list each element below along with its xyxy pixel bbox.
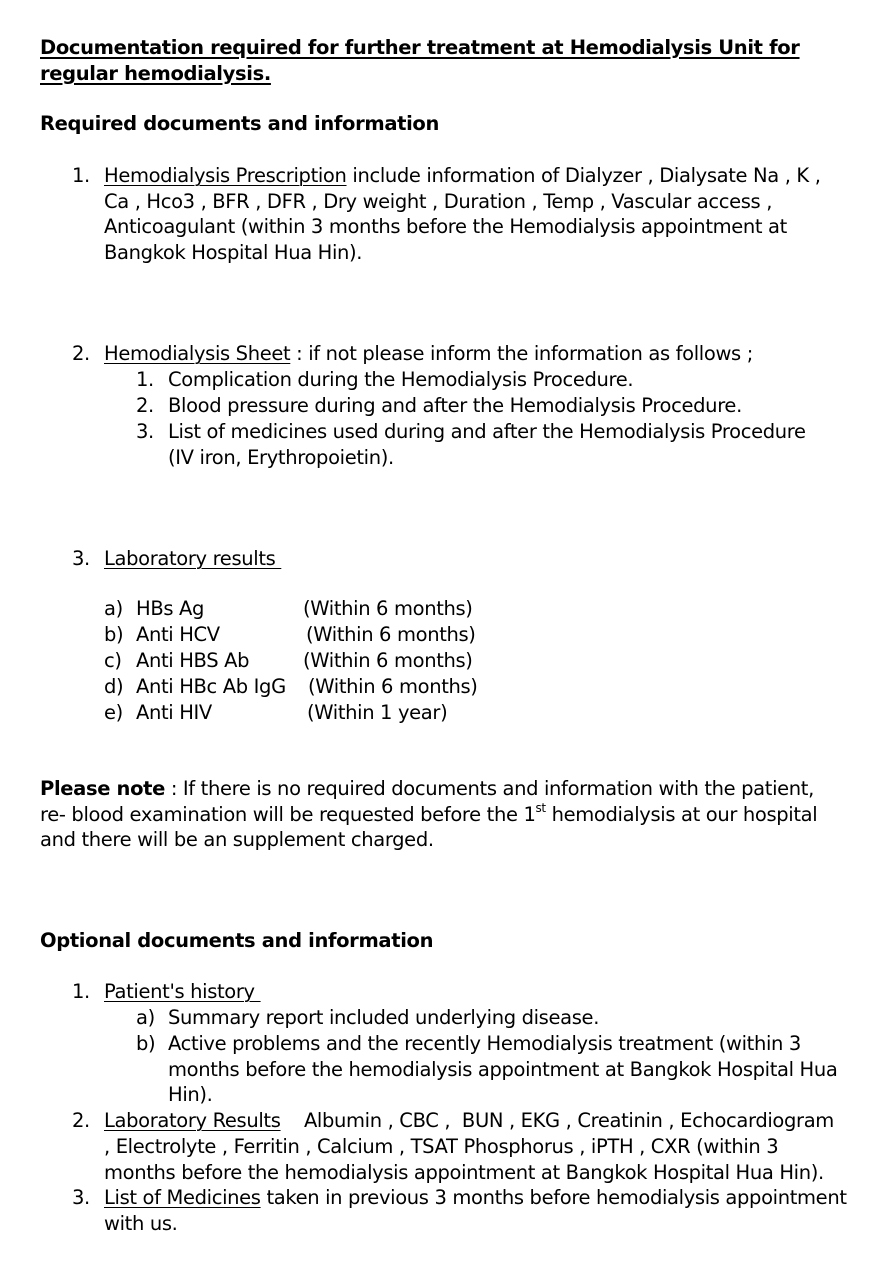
history-b-line-2: months before the hemodialysis appointment at Bangkok Hospital Hua <box>168 1058 838 1081</box>
lab-a-letter: a) <box>104 597 123 620</box>
document-title-line-1: Documentation required for further treatment at Hemodialysis Unit for <box>40 36 800 59</box>
list-of-medicines-text: taken in previous 3 months before hemodialysis appointment <box>260 1186 847 1209</box>
optional-item-2-line-3: months before the hemodialysis appointment at Bangkok Hospital Hua Hin). <box>104 1161 824 1184</box>
sheet-subitem-3-text: List of medicines used during and after the Hemodialysis Procedure <box>168 420 806 443</box>
sheet-subitem-1-number: 1. <box>136 368 154 391</box>
optional-item-2-line-2: , Electrolyte , Ferritin , Calcium , TSAT Phosphorus , iPTH , CXR (within 3 <box>104 1135 779 1158</box>
lab-d-period: (Within 6 months) <box>308 675 478 698</box>
optional-item-2-number: 2. <box>72 1109 90 1132</box>
lab-a-name: HBs Ag <box>136 597 205 620</box>
laboratory-results-optional-text: Albumin , CBC , BUN , EKG , Creatinin , Echocardiogram <box>280 1109 834 1132</box>
lab-c-period: (Within 6 months) <box>303 649 473 672</box>
list-of-medicines-label: List of Medicines <box>104 1186 261 1209</box>
required-item-1-line-4: Bangkok Hospital Hua Hin). <box>104 241 363 264</box>
lab-b-letter: b) <box>104 623 124 646</box>
lab-e-name: Anti HIV <box>136 701 212 724</box>
required-item-2-line-1 <box>104 341 753 367</box>
lab-d-name: Anti HBc Ab IgG <box>136 675 286 698</box>
sheet-subitem-3-continuation: (IV iron, Erythropoietin). <box>168 446 394 469</box>
lab-e-period: (Within 1 year) <box>307 701 448 724</box>
sheet-subitem-3-number: 3. <box>136 420 154 443</box>
note-line-1-text: : If there is no required documents and information with the patient, <box>164 777 814 800</box>
optional-item-2-line-1 <box>104 1108 834 1134</box>
ordinal-superscript: st <box>535 800 546 815</box>
lab-c-name: Anti HBS Ab <box>136 649 250 672</box>
hemodialysis-sheet-label: Hemodialysis Sheet <box>104 342 291 365</box>
required-item-1-line-1 <box>104 163 821 189</box>
optional-item-3-line-1 <box>104 1185 847 1211</box>
lab-a-period: (Within 6 months) <box>303 597 473 620</box>
sheet-subitem-2-number: 2. <box>136 394 154 417</box>
lab-d-letter: d) <box>104 675 124 698</box>
lab-b-period: (Within 6 months) <box>306 623 476 646</box>
sheet-subitem-1-text: Complication during the Hemodialysis Procedure. <box>168 368 634 391</box>
hemodialysis-sheet-text: : if not please inform the information as follows ; <box>290 342 753 365</box>
lab-e-letter: e) <box>104 701 123 724</box>
note-line-1 <box>40 776 814 802</box>
required-item-1-line-2: Ca , Hco3 , BFR , DFR , Dry weight , Duration , Temp , Vascular access , <box>104 190 773 213</box>
note-line-2 <box>40 802 817 828</box>
sheet-subitem-2-text: Blood pressure during and after the Hemodialysis Procedure. <box>168 394 742 417</box>
note-line-3: and there will be an supplement charged. <box>40 828 434 851</box>
history-a-text: Summary report included underlying disease. <box>168 1006 600 1029</box>
history-b-line-1: Active problems and the recently Hemodialysis treatment (within 3 <box>168 1032 801 1055</box>
optional-item-1-number: 1. <box>72 980 90 1003</box>
hemodialysis-prescription-text: include information of Dialyzer , Dialysate Na , K , <box>346 164 821 187</box>
patients-history-label: Patient's history <box>104 980 261 1003</box>
required-item-1-number: 1. <box>72 164 90 187</box>
laboratory-results-label: Laboratory results <box>104 547 282 570</box>
required-section-heading: Required documents and information <box>40 112 440 135</box>
required-item-2-number: 2. <box>72 342 90 365</box>
optional-section-heading: Optional documents and information <box>40 929 434 952</box>
laboratory-results-optional-label: Laboratory Results <box>104 1109 281 1132</box>
history-b-line-3: Hin). <box>168 1083 213 1106</box>
history-a-letter: a) <box>136 1006 155 1029</box>
lab-c-letter: c) <box>104 649 122 672</box>
required-item-1-line-3: Anticoagulant (within 3 months before the Hemodialysis appointment at <box>104 215 787 238</box>
optional-item-3-line-2: with us. <box>104 1212 178 1235</box>
please-note-label: Please note <box>40 777 165 800</box>
history-b-letter: b) <box>136 1032 156 1055</box>
lab-b-name: Anti HCV <box>136 623 220 646</box>
required-item-3-number: 3. <box>72 547 90 570</box>
note-line-2-end: hemodialysis at our hospital <box>545 803 818 826</box>
hemodialysis-prescription-label: Hemodialysis Prescription <box>104 164 347 187</box>
note-line-2-start: re- blood examination will be requested before the 1 <box>40 803 536 826</box>
optional-item-3-number: 3. <box>72 1186 90 1209</box>
document-title-line-2: regular hemodialysis. <box>40 62 271 85</box>
